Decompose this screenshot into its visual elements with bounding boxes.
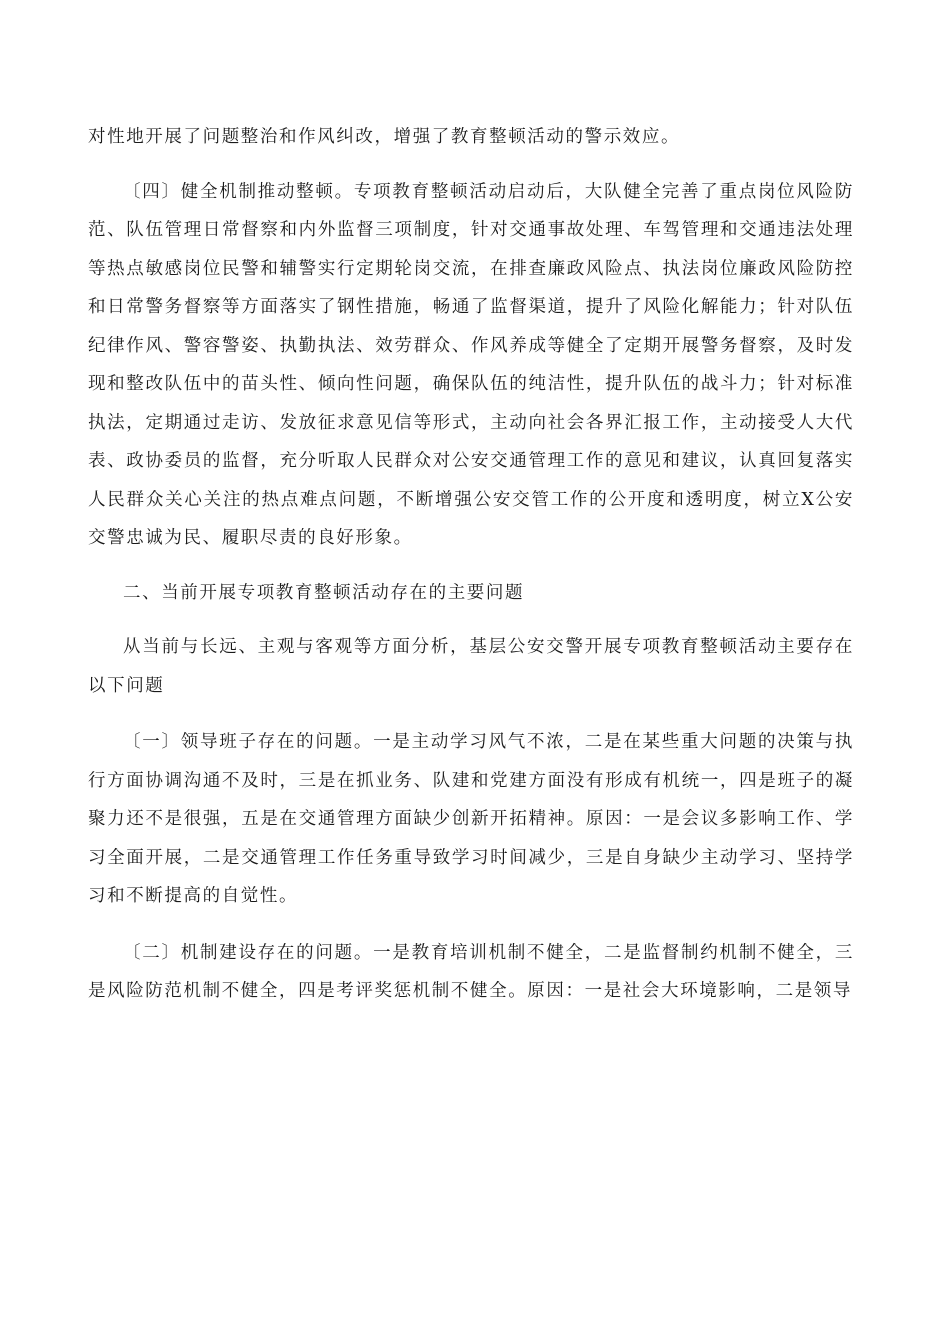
- paragraph-continuation: 对性地开展了问题整治和作风纠改，增强了教育整顿活动的警示效应。: [88, 127, 681, 147]
- document-page: [88, 118, 854, 1011]
- paragraph-mechanism-issues: 〔二〕机制建设存在的问题。一是教育培训机制不健全，二是监督制约机制不健全，三是风险防范机制不健全，四是考评奖惩机制不健全。原因：一是社会大环境影响，二是领导: [88, 942, 854, 1001]
- section-heading-two: 二、当前开展专项教育整顿活动存在的主要问题: [123, 582, 525, 603]
- paragraph-section-four: 〔四〕健全机制推动整顿。专项教育整顿活动启动后，大队健全完善了重点岗位风险防范、队伍管理日常督察和内外监督三项制度，针对交通事故处理、车驾管理和交通违法处理等热点敏感岗位民警和辅警实行定期轮岗交流，在排查廉政风险点、执法岗位廉政风险防控和日常警务督察等方面落实了钢性措施，畅通了监督渠道，提升了风险化解能力；针对队伍纪律作风、警容警姿、执勤执法、效劳群众、作风养成等健全了定期开展警务督察，及时发现和整改队伍中的苗头性、倾向性问题，确保队伍的纯洁性，提升队伍的战斗力；针对标准执法，定期通过走访、发放征求意见信等形式，主动向社会各界汇报工作，主动接受人大代表、政协委员的监督，充分听取人民群众对公安交通管理工作的意见和建议，认真回复落实人民群众关心关注的热点难点问题，不断增强公安交管工作的公开度和透明度，树立X公安交警忠诚为民、履职尽责的良好形象。: [88, 181, 854, 548]
- paragraph-analysis-intro: 从当前与长远、主观与客观等方面分析，基层公安交警开展专项教育整顿活动主要存在以下问题: [88, 637, 854, 696]
- paragraph-leadership-issues: 〔一〕领导班子存在的问题。一是主动学习风气不浓，二是在某些重大问题的决策与执行方面协调沟通不及时，三是在抓业务、队建和党建方面没有形成有机统一，四是班子的凝聚力还不是很强，五是在交通管理方面缺少创新开拓精神。原因：一是会议多影响工作、学习全面开展，二是交通管理工作任务重导致学习时间减少，三是自身缺少主动学习、坚持学习和不断提高的自觉性。: [88, 732, 854, 906]
